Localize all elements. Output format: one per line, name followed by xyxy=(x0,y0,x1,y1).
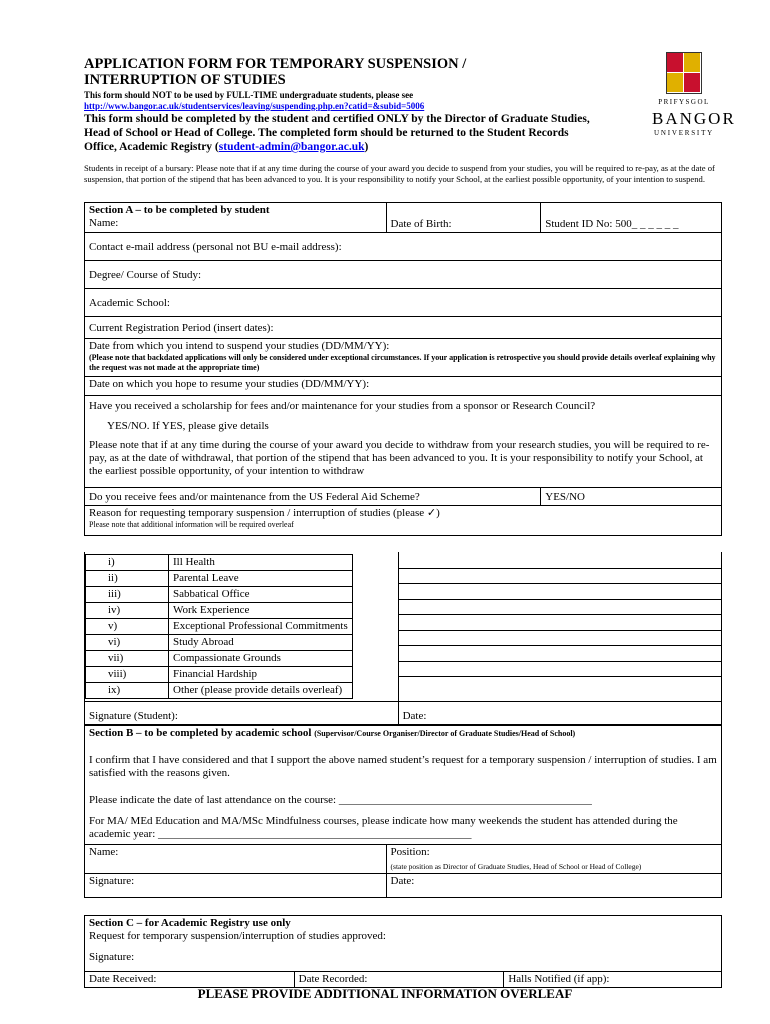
reason-label: Compassionate Grounds xyxy=(169,651,353,667)
date-received-field[interactable]: Date Received: xyxy=(85,972,295,988)
section-b-heading-wrap xyxy=(89,727,717,740)
reason-tick-box[interactable] xyxy=(399,600,721,616)
reason-item[interactable] xyxy=(86,651,353,667)
us-aid-yes-no[interactable]: YES/NO xyxy=(541,488,722,506)
reason-item[interactable] xyxy=(86,571,353,587)
form-title xyxy=(84,56,466,88)
registry-signature-field[interactable]: Signature: xyxy=(89,951,135,963)
reason-label: Study Abroad xyxy=(169,635,353,651)
student-id-field[interactable]: Student ID No: 500_ _ _ _ _ _ xyxy=(541,203,722,233)
academic-position-field[interactable] xyxy=(386,845,721,874)
reason-tick-column[interactable] xyxy=(398,552,721,702)
academic-signature-field[interactable]: Signature: xyxy=(85,874,387,898)
dob-field[interactable]: Date of Birth: xyxy=(386,203,541,233)
reason-tick-box[interactable] xyxy=(399,615,721,631)
approved-field[interactable]: Request for temporary suspension/interruption of studies approved: xyxy=(89,930,386,942)
completion-notice xyxy=(84,112,604,154)
backdated-note: (Please note that backdated applications will only be considered under exceptional circumstances. If your application is retrospective you should provide details overleaf explaining why the request was not made at the appropriate time) xyxy=(89,353,716,372)
school-field[interactable]: Academic School: xyxy=(85,289,722,317)
section-a-heading: Section A – to be completed by student xyxy=(89,204,270,216)
reason-tick-box[interactable] xyxy=(399,677,721,692)
reason-tick-box[interactable] xyxy=(399,662,721,678)
not-fulltime-note: This form should NOT to be used by FULL-TIME undergraduate students, please see xyxy=(84,90,414,100)
section-b-table xyxy=(84,724,722,898)
date-suspend-label: Date from which you intend to suspend your studies (DD/MM/YY): xyxy=(89,340,390,352)
reason-label: Sabbatical Office xyxy=(169,587,353,603)
footer-notice: PLEASE PROVIDE ADDITIONAL INFORMATION OVERLEAF xyxy=(197,986,573,1001)
scholarship-yes-no: YES/NO. If YES, please give details xyxy=(107,420,269,432)
reasons-list xyxy=(85,554,353,699)
completion-close: ) xyxy=(364,141,369,153)
reason-number: iii) xyxy=(86,587,169,603)
section-c-table xyxy=(84,915,722,988)
reason-tick-box[interactable] xyxy=(399,631,721,647)
reason-item[interactable] xyxy=(86,635,353,651)
reason-number: v) xyxy=(86,619,169,635)
date-suspend-field[interactable] xyxy=(85,339,722,377)
scholarship-question: Have you received a scholarship for fees and/or maintenance for your studies from a sponsor or Research Council? xyxy=(89,400,596,412)
reason-number: vi) xyxy=(86,635,169,651)
reason-item[interactable] xyxy=(86,619,353,635)
last-attendance-field[interactable]: Please indicate the date of last attendance on the course: ______________________________________________ xyxy=(89,794,592,806)
reason-heading-cell xyxy=(85,506,722,536)
reason-label: Parental Leave xyxy=(169,571,353,587)
reason-number: iv) xyxy=(86,603,169,619)
section-b-heading: Section B – to be completed by academic school xyxy=(89,727,312,739)
degree-field[interactable]: Degree/ Course of Study: xyxy=(85,261,722,289)
bangor-logo xyxy=(652,52,736,137)
reason-number: ix) xyxy=(86,683,169,699)
section-c-body xyxy=(85,916,722,972)
reason-label: Other (please provide details overleaf) xyxy=(169,683,353,699)
reason-heading: Reason for requesting temporary suspension / interruption of studies (please ✓) xyxy=(89,507,440,519)
reason-item[interactable] xyxy=(86,683,353,699)
date-recorded-field[interactable]: Date Recorded: xyxy=(294,972,504,988)
halls-notified-field[interactable]: Halls Notified (if app): xyxy=(504,972,722,988)
title-line-1: APPLICATION FORM FOR TEMPORARY SUSPENSION / xyxy=(84,56,467,72)
scholarship-field[interactable] xyxy=(85,396,722,488)
name-field[interactable] xyxy=(85,203,387,233)
logo-prifysgol: PRIFYSGOL xyxy=(658,98,710,106)
registry-email-link[interactable]: student-admin@bangor.ac.uk xyxy=(218,141,365,153)
reason-label: Financial Hardship xyxy=(169,667,353,683)
reason-item[interactable] xyxy=(86,667,353,683)
reason-item[interactable] xyxy=(86,603,353,619)
suspending-link[interactable]: http://www.bangor.ac.uk/studentservices/leaving/suspending.php.en?catid=&subid=5006 xyxy=(84,101,425,111)
completion-text: This form should be completed by the student and certified ONLY by the Director of Graduate Studies, Head of School or Head of College. The completed form should be returned to the Student Records Office, Academic Registry ( xyxy=(84,113,590,153)
registration-field[interactable]: Current Registration Period (insert dates): xyxy=(85,317,722,339)
reason-tick-box[interactable] xyxy=(399,553,721,569)
academic-date-field[interactable]: Date: xyxy=(386,874,721,898)
reason-tick-box[interactable] xyxy=(399,569,721,585)
reason-tick-box[interactable] xyxy=(399,584,721,600)
section-c-heading: Section C – for Academic Registry use only xyxy=(89,917,291,929)
withdraw-note: Please note that if at any time during the course of your award you decide to withdraw from your research studies, you will be required to re-pay, as at the date of withdrawal, that portion of the stipend that has been advanced to you. It is your responsibility to notify your School, at the earliest possible opportunity, of your intention to withdraw xyxy=(89,439,710,477)
section-a-table xyxy=(84,202,722,536)
bursary-note: Students in receipt of a bursary: Please note that if at any time during the course of your award you decide to suspend from your studies, you will be required to re-pay, as at the date of suspension, that portion of the stipend that has been advanced to you. It is your responsibility to notify your School, at the earliest possible opportunity, of your intention to suspend. xyxy=(84,163,715,184)
shield-icon xyxy=(666,52,702,94)
position-label: Position: xyxy=(390,846,430,858)
title-line-2: INTERRUPTION OF STUDIES xyxy=(84,72,286,88)
logo-bangor: BANGOR xyxy=(652,109,736,128)
reason-number: viii) xyxy=(86,667,169,683)
us-aid-question: Do you receive fees and/or maintenance from the US Federal Aid Scheme? xyxy=(85,488,541,506)
contact-email-field[interactable]: Contact e-mail address (personal not BU e-mail address): xyxy=(85,233,722,261)
position-note: (state position as Director of Graduate Studies, Head of School or Head of College) xyxy=(390,862,642,871)
name-label: Name: xyxy=(89,217,119,229)
logo-university: UNIVERSITY xyxy=(654,129,714,137)
reasons-list-cell xyxy=(85,552,399,702)
ma-weekends-field[interactable]: For MA/ MEd Education and MA/MSc Mindfulness courses, please indicate how many weekends the student has attended during the academic year: _________________________________________________________ xyxy=(89,815,678,840)
reason-number: ii) xyxy=(86,571,169,587)
reason-item[interactable] xyxy=(86,555,353,571)
reasons-table xyxy=(84,552,722,726)
student-date-field[interactable]: Date: xyxy=(398,702,721,726)
reason-item[interactable] xyxy=(86,587,353,603)
reason-note: Please note that additional information will be required overleaf xyxy=(89,520,294,529)
reason-number: vii) xyxy=(86,651,169,667)
reason-label: Ill Health xyxy=(169,555,353,571)
reason-tick-box[interactable] xyxy=(399,646,721,662)
section-b-body xyxy=(85,725,722,845)
reason-label: Exceptional Professional Commitments xyxy=(169,619,353,635)
section-b-heading-small: (Supervisor/Course Organiser/Director of Graduate Studies/Head of School) xyxy=(314,729,576,738)
section-b-confirm: I confirm that I have considered and that I support the above named student’s request for a temporary suspension / interruption of studies. I am satisfied with the reasons given. xyxy=(89,754,717,779)
academic-name-field[interactable]: Name: xyxy=(85,845,387,874)
date-resume-field[interactable]: Date on which you hope to resume your studies (DD/MM/YY): xyxy=(85,377,722,396)
reason-label: Work Experience xyxy=(169,603,353,619)
reason-number: i) xyxy=(86,555,169,571)
student-signature-field[interactable]: Signature (Student): xyxy=(85,702,399,726)
